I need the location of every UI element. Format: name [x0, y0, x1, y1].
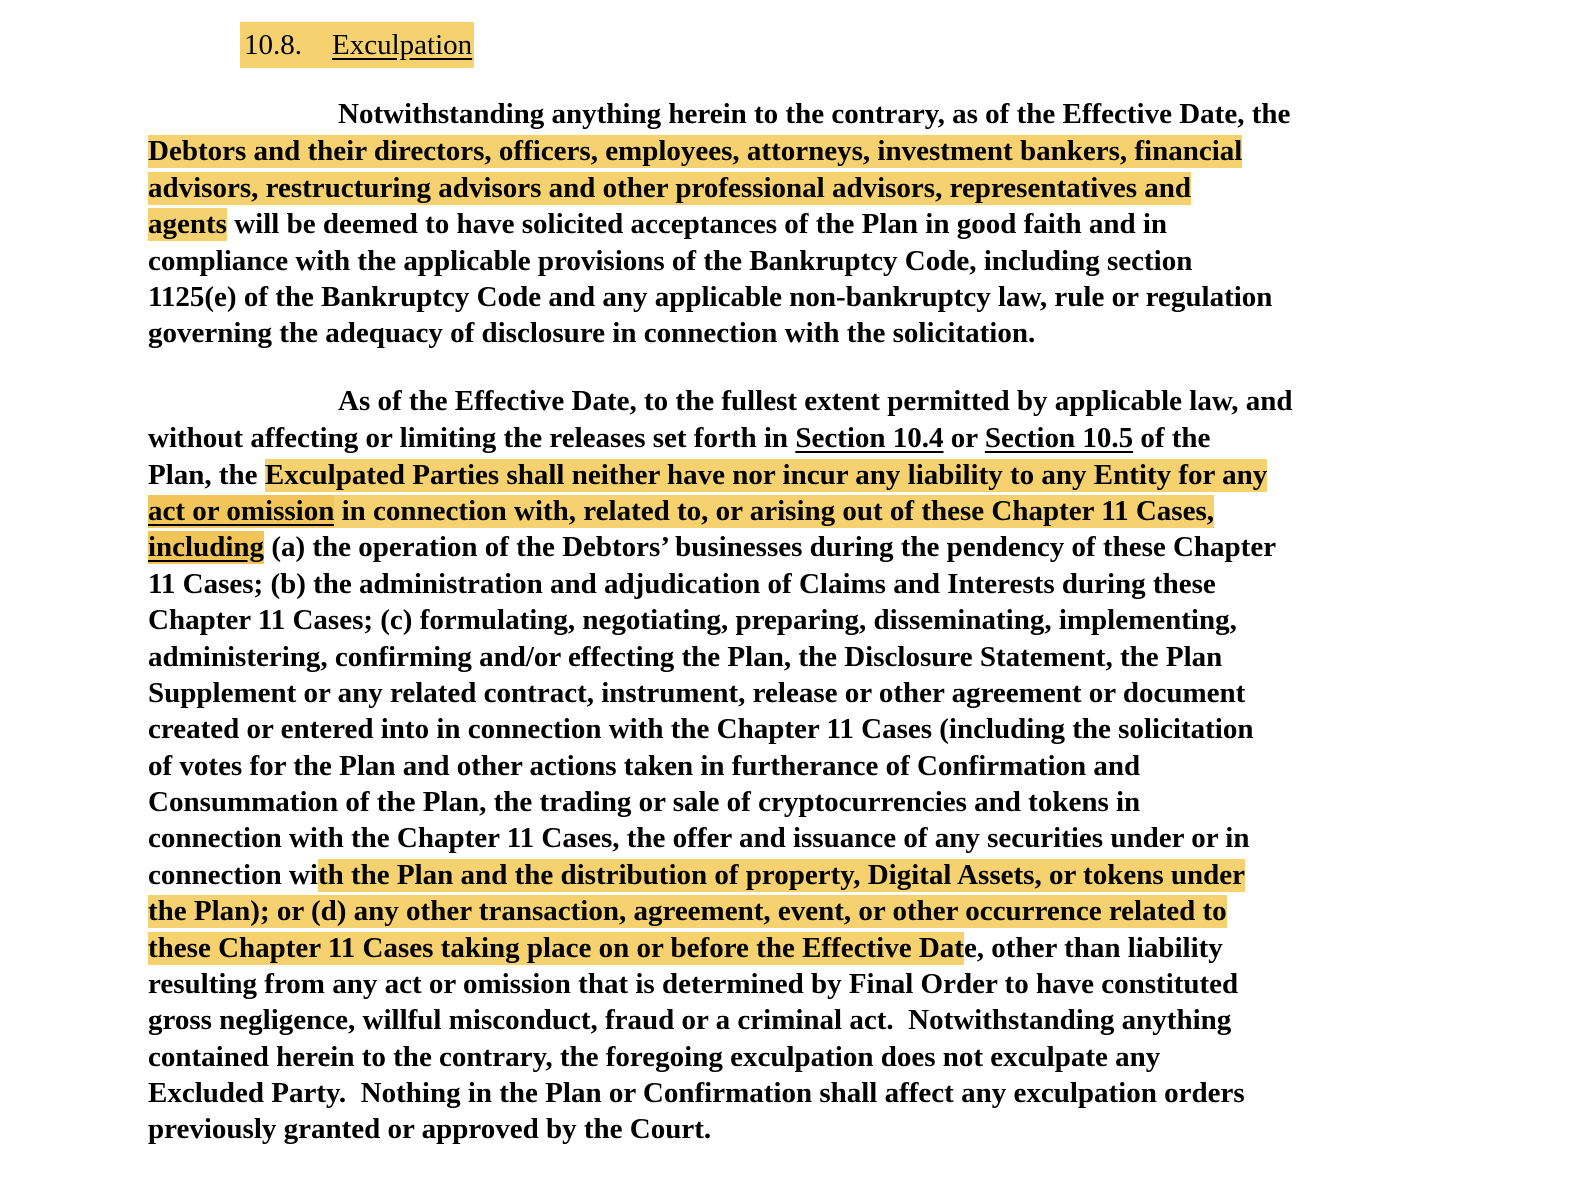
- text-span: of the: [1133, 421, 1211, 454]
- text-line: [148, 206, 1167, 242]
- text-line: [148, 315, 1035, 351]
- highlighted-text: agents: [148, 207, 227, 240]
- section-reference-10-4: Section 10.4: [795, 421, 944, 454]
- highlighted-text: the Plan); or (: [148, 894, 321, 927]
- text-line: [338, 96, 1290, 132]
- text-span: 11 Cases; (b) the administration and adjudication of Claims and Interests during these: [148, 567, 1216, 600]
- text-line: [148, 493, 1214, 529]
- highlighted-text: including: [148, 530, 265, 563]
- text-line: [148, 639, 1222, 675]
- text-line: [148, 170, 1191, 206]
- highlighted-text: advisors, restructuring advisors and other professional advisors, representatives and: [148, 171, 1191, 204]
- text-line: [148, 133, 1242, 169]
- section-number: 10.8.: [244, 28, 302, 61]
- text-span: contained herein to the contrary, the foregoing exculpation does not exculpate any: [148, 1040, 1161, 1073]
- highlighted-text: Debtors and their directors, officers, employees, attorneys, investment bankers, financial: [148, 134, 1243, 167]
- text-line: [148, 711, 1253, 747]
- text-line: [148, 279, 1272, 315]
- text-span: without affecting or limiting the releases set forth in: [148, 421, 796, 454]
- text-span: e, other than liability: [963, 931, 1223, 964]
- text-span: 1125(e) of the Bankruptcy Code and any applicable non-bankruptcy law, rule or regulation: [148, 280, 1273, 313]
- text-line: [148, 675, 1245, 711]
- text-span: will be deemed to have solicited acceptances of the Plan in good faith and in: [226, 207, 1168, 240]
- highlighted-text: in connection with, related to, or arising out of these Chapter 11 Cases,: [334, 494, 1215, 527]
- text-span: or: [943, 421, 985, 454]
- highlighted-text: Exculpated Parties shall neither have nor incur any liability to any Entity for any: [264, 458, 1268, 491]
- text-line: [148, 457, 1267, 493]
- text-line: [148, 930, 1223, 966]
- highlighted-text: these Chapter 11 Cases taking place on or before the Effective Dat: [148, 931, 964, 964]
- text-line: [148, 893, 1227, 929]
- text-span: As of the Effective Date, to the fullest extent permitted by applicable law, and: [338, 384, 1293, 417]
- text-line: [148, 420, 1210, 456]
- text-line: [148, 1039, 1160, 1075]
- text-span: created or entered into in connection with the Chapter 11 Cases (including the solicitation: [148, 712, 1254, 745]
- section-reference-10-5: Section 10.5: [984, 421, 1134, 454]
- text-span: of votes for the Plan and other actions taken in furtherance of Confirmation and: [148, 749, 1141, 782]
- text-line: [338, 383, 1292, 419]
- text-span: Supplement or any related contract, instrument, release or other agreement or document: [148, 676, 1246, 709]
- text-line: [148, 966, 1238, 1002]
- highlighted-text: th the Plan and the distribution of property, Digital Assets, or tokens under: [317, 858, 1245, 891]
- text-line: [148, 602, 1237, 638]
- text-line: [148, 820, 1249, 856]
- text-span: Chapter 11 Cases; (c) formulating, negotiating, preparing, disseminating, implementing,: [148, 603, 1237, 636]
- text-span: administering, confirming and/or effecting the Plan, the Disclosure Statement, the Plan: [148, 640, 1223, 673]
- text-line: [148, 529, 1276, 565]
- text-line: [148, 1111, 711, 1147]
- highlighted-text: d) any other transaction, agreement, event, or other occurrence related to: [320, 894, 1227, 927]
- section-heading: [240, 22, 474, 68]
- text-span: Excluded Party. Nothing in the Plan or Confirmation shall affect any exculpation orders: [148, 1076, 1245, 1109]
- text-span: governing the adequacy of disclosure in connection with the solicitation.: [148, 316, 1036, 349]
- text-line: [148, 1002, 1231, 1038]
- highlighted-text: act or omission: [148, 494, 335, 527]
- text-line: [148, 566, 1216, 602]
- text-span: Consummation of the Plan, the trading or sale of cryptocurrencies and tokens in: [148, 785, 1141, 818]
- text-span: connection with the Chapter 11 Cases, the offer and issuance of any securities under or in: [148, 821, 1250, 854]
- section-title: Exculpation: [332, 28, 473, 61]
- text-line: [148, 748, 1140, 784]
- text-line: [148, 784, 1140, 820]
- text-line: [148, 1075, 1245, 1111]
- text-span: previously granted or approved by the Court.: [148, 1112, 712, 1145]
- text-span: compliance with the applicable provisions of the Bankruptcy Code, including section: [148, 244, 1193, 277]
- text-span: connection wi: [148, 858, 318, 891]
- text-line: [148, 857, 1245, 893]
- text-line: [148, 243, 1192, 279]
- text-span: resulting from any act or omission that is determined by Final Order to have constituted: [148, 967, 1239, 1000]
- text-span: Plan, the: [148, 458, 265, 491]
- text-span: (a) the operation of the Debtors’ businesses during the pendency of these Chapter: [264, 530, 1277, 563]
- text-span: gross negligence, willful misconduct, fraud or a criminal act. Notwithstanding anything: [148, 1003, 1232, 1036]
- text-span: Notwithstanding anything herein to the contrary, as of the Effective Date, the: [338, 97, 1291, 130]
